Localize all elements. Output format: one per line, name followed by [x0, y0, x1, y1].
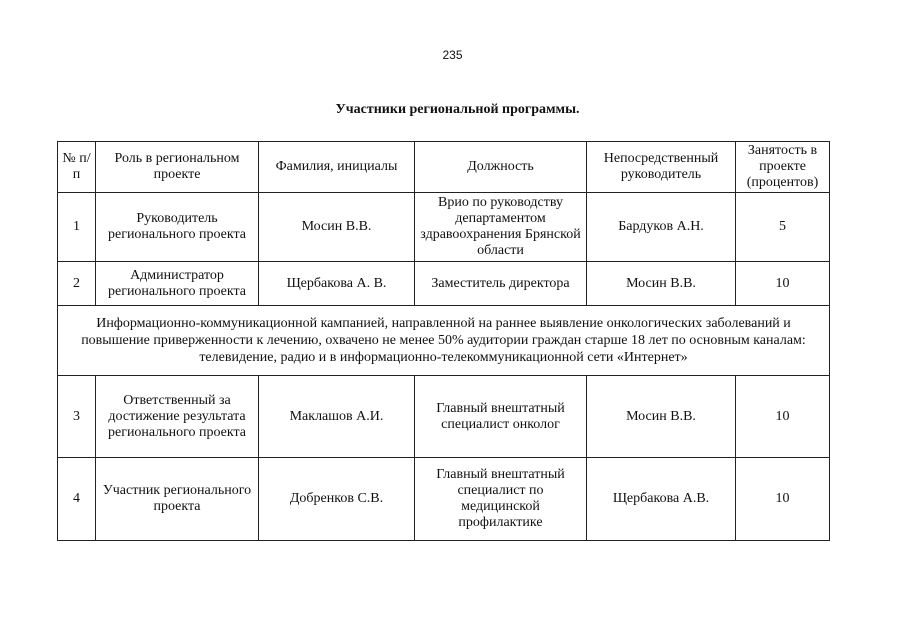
header-employment: Занятость в проекте (процентов)	[736, 142, 830, 193]
participants-table	[57, 141, 830, 541]
cell-position: Врио по руководству департаментом здравоохранения Брянской области	[415, 193, 587, 262]
cell-supervisor: Бардуков А.Н.	[587, 193, 736, 262]
cell-position: Главный внештатный специалист по медицинской профилактике	[415, 458, 587, 541]
section-row	[58, 306, 830, 376]
cell-position: Главный внештатный специалист онколог	[415, 376, 587, 458]
header-position: Должность	[415, 142, 587, 193]
table-row	[58, 458, 830, 541]
cell-role: Руководитель регионального проекта	[96, 193, 259, 262]
cell-num: 4	[58, 458, 96, 541]
cell-supervisor: Мосин В.В.	[587, 262, 736, 306]
cell-employment: 5	[736, 193, 830, 262]
header-num: № п/п	[58, 142, 96, 193]
table-header-row	[58, 142, 830, 193]
cell-name: Маклашов А.И.	[259, 376, 415, 458]
cell-employment: 10	[736, 458, 830, 541]
header-name: Фамилия, инициалы	[259, 142, 415, 193]
table-row	[58, 376, 830, 458]
cell-num: 1	[58, 193, 96, 262]
cell-name: Добренков С.В.	[259, 458, 415, 541]
cell-role: Администратор регионального проекта	[96, 262, 259, 306]
cell-position: Заместитель директора	[415, 262, 587, 306]
cell-supervisor: Щербакова А.В.	[587, 458, 736, 541]
cell-role: Участник регионального проекта	[96, 458, 259, 541]
document-title: Участники региональной программы.	[335, 102, 580, 117]
header-role: Роль в региональном проекте	[96, 142, 259, 193]
cell-role: Ответственный за достижение результата регионального проекта	[96, 376, 259, 458]
table-row	[58, 193, 830, 262]
cell-employment: 10	[736, 262, 830, 306]
page-number: 235	[442, 48, 463, 62]
cell-num: 3	[58, 376, 96, 458]
cell-num: 2	[58, 262, 96, 306]
cell-employment: 10	[736, 376, 830, 458]
cell-name: Мосин В.В.	[259, 193, 415, 262]
section-description: Информационно-коммуникационной кампанией, направленной на раннее выявление онкологических заболеваний и повышение приверженности к лечению, охвачено не менее 50% аудитории граждан старше 18 лет по основным каналам: телевидение, радио и в информационно-телекоммуникационной сети «Интернет»	[58, 306, 830, 376]
header-supervisor: Непосредственный руководитель	[587, 142, 736, 193]
table-row	[58, 262, 830, 306]
cell-name: Щербакова А. В.	[259, 262, 415, 306]
cell-supervisor: Мосин В.В.	[587, 376, 736, 458]
